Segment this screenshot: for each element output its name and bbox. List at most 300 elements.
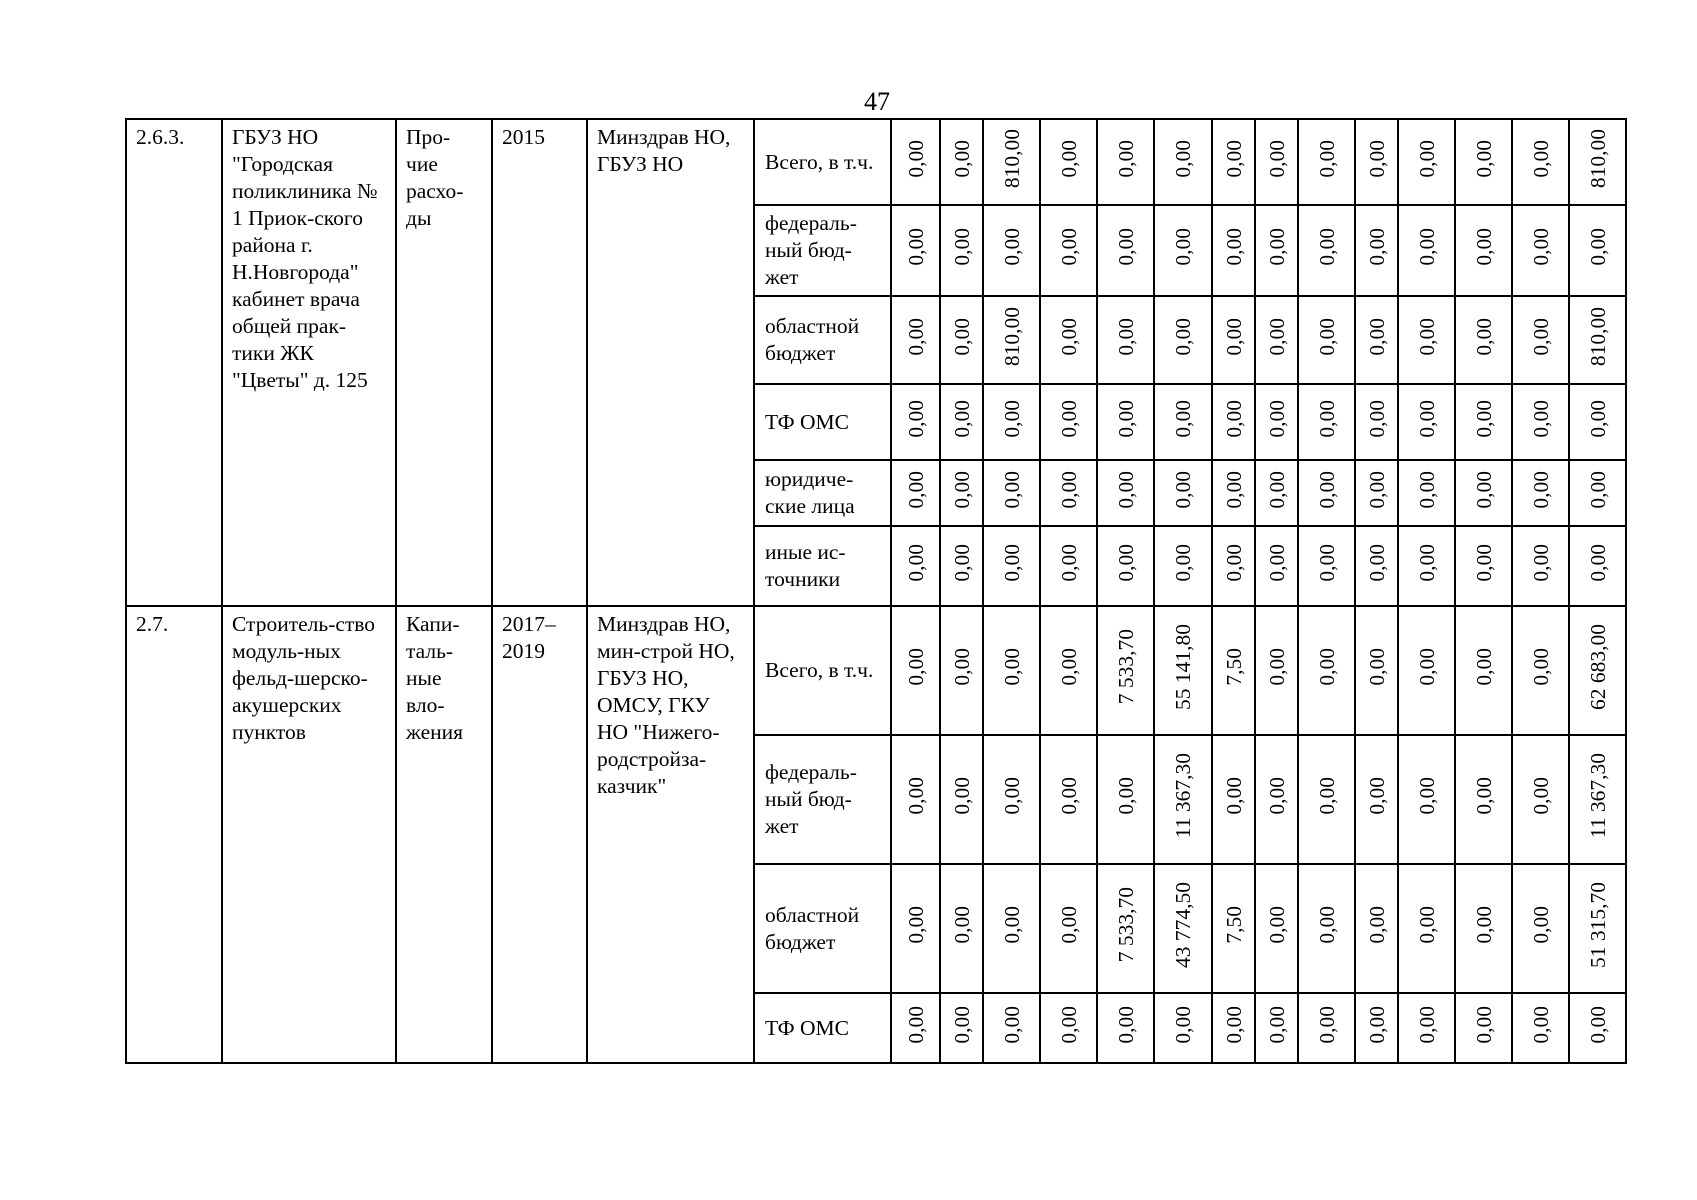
- value-cell: [1398, 460, 1455, 526]
- value-cell: [1154, 460, 1212, 526]
- value-cell: [983, 526, 1040, 606]
- value-text: 0,00: [999, 228, 1024, 266]
- value-cell: [983, 296, 1040, 384]
- value-text: 0,00: [1528, 317, 1553, 356]
- value-cell: [1040, 296, 1097, 384]
- value-cell: [1298, 384, 1355, 460]
- value-cell: [983, 384, 1040, 460]
- value-text: 43 774,50: [1171, 882, 1195, 968]
- value-text: 0,00: [1314, 228, 1339, 266]
- value-cell: [891, 606, 940, 735]
- value-text: 0,00: [1264, 1005, 1289, 1044]
- value-text: 0,00: [1171, 139, 1195, 178]
- value-text: 0,00: [1414, 777, 1439, 815]
- value-cell: [1255, 993, 1298, 1063]
- value-text: 0,00: [1113, 228, 1138, 266]
- value-text: 0,00: [1471, 470, 1496, 509]
- value-cell: [1455, 864, 1512, 993]
- item-name: Строитель-ство модуль-ных фельд-шерско-акушерских пунктов: [222, 606, 396, 1063]
- value-text: 0,00: [1414, 317, 1439, 356]
- value-cell: [1512, 526, 1569, 606]
- value-cell: [983, 606, 1040, 735]
- value-text: 0,00: [1171, 228, 1195, 266]
- funding-source: юридиче-ские лица: [754, 460, 891, 526]
- value-cell: [1569, 460, 1626, 526]
- value-text: 0,00: [999, 777, 1024, 815]
- value-cell: [1040, 384, 1097, 460]
- value-cell: [891, 205, 940, 296]
- value-text: 0,00: [1414, 1005, 1439, 1044]
- value-cell: [1398, 735, 1455, 864]
- value-cell: [1512, 993, 1569, 1063]
- funding-source: областной бюджет: [754, 864, 891, 993]
- value-cell: [1097, 606, 1154, 735]
- value-text: 0,00: [903, 228, 928, 266]
- value-text: 0,00: [1528, 648, 1553, 686]
- value-text: 0,00: [1171, 317, 1195, 356]
- value-cell: [1212, 864, 1255, 993]
- funding-source: Всего, в т.ч.: [754, 119, 891, 205]
- table-row: [126, 119, 1626, 205]
- value-text: 0,00: [1221, 470, 1246, 509]
- value-cell: [1097, 460, 1154, 526]
- value-cell: [1455, 119, 1512, 205]
- value-text: 0,00: [1471, 1005, 1496, 1044]
- value-cell: [940, 384, 983, 460]
- value-cell: [1355, 384, 1398, 460]
- value-text: 0,00: [949, 1005, 974, 1044]
- funding-source: ТФ ОМС: [754, 384, 891, 460]
- value-cell: [1512, 384, 1569, 460]
- value-text: 0,00: [1221, 399, 1246, 438]
- value-text: 0,00: [999, 543, 1024, 582]
- value-cell: [1512, 296, 1569, 384]
- value-text: 0,00: [1471, 777, 1496, 815]
- funding-source: Всего, в т.ч.: [754, 606, 891, 735]
- expense-type: Капи-таль-ные вло-жения: [396, 606, 492, 1063]
- value-text: 0,00: [1113, 399, 1138, 438]
- value-cell: [1512, 205, 1569, 296]
- value-cell: [1298, 296, 1355, 384]
- value-cell: [1212, 205, 1255, 296]
- value-text: 0,00: [949, 470, 974, 509]
- value-cell: [983, 205, 1040, 296]
- value-text: 0,00: [949, 139, 974, 178]
- value-text: 0,00: [1056, 228, 1081, 266]
- value-text: 0,00: [1171, 543, 1195, 582]
- value-text: 0,00: [1264, 777, 1289, 815]
- value-cell: [1455, 993, 1512, 1063]
- value-cell: [1154, 735, 1212, 864]
- value-text: 0,00: [1585, 1005, 1610, 1044]
- value-text: 0,00: [1471, 543, 1496, 582]
- value-text: 0,00: [1364, 777, 1389, 815]
- value-text: 0,00: [1056, 470, 1081, 509]
- value-text: 0,00: [1364, 543, 1389, 582]
- value-cell: [1255, 864, 1298, 993]
- value-cell: [1569, 205, 1626, 296]
- funding-source: федераль-ный бюд-жет: [754, 205, 891, 296]
- value-text: 0,00: [1113, 470, 1138, 509]
- value-text: 7 533,70: [1113, 629, 1138, 705]
- value-cell: [1398, 205, 1455, 296]
- value-cell: [1569, 296, 1626, 384]
- value-text: 0,00: [1364, 399, 1389, 438]
- value-text: 0,00: [1471, 648, 1496, 686]
- value-cell: [1355, 606, 1398, 735]
- value-text: 0,00: [1221, 1005, 1246, 1044]
- funding-source: ТФ ОМС: [754, 993, 891, 1063]
- budget-table: [125, 118, 1627, 1064]
- value-text: 0,00: [1585, 228, 1610, 266]
- value-text: 0,00: [1471, 399, 1496, 438]
- value-text: 62 683,00: [1585, 624, 1610, 710]
- value-text: 0,00: [1171, 1005, 1195, 1044]
- value-cell: [940, 735, 983, 864]
- value-text: 0,00: [1471, 317, 1496, 356]
- value-text: 0,00: [1314, 470, 1339, 509]
- value-cell: [1355, 864, 1398, 993]
- implementation-period: 2015: [492, 119, 587, 606]
- value-text: 0,00: [1314, 648, 1339, 686]
- value-text: 0,00: [1264, 228, 1289, 266]
- value-text: 0,00: [1113, 139, 1138, 178]
- value-text: 0,00: [999, 470, 1024, 509]
- value-cell: [1398, 296, 1455, 384]
- value-cell: [940, 460, 983, 526]
- value-cell: [1040, 606, 1097, 735]
- item-name: ГБУЗ НО "Городская поликлиника № 1 Приок-ского района г. Н.Новгорода" кабинет врача общей прак-тики ЖК "Цветы" д. 125: [222, 119, 396, 606]
- value-text: 0,00: [949, 399, 974, 438]
- value-cell: [983, 993, 1040, 1063]
- value-text: 0,00: [1221, 228, 1246, 266]
- value-text: 0,00: [949, 228, 974, 266]
- item-number: 2.7.: [126, 606, 222, 1063]
- value-cell: [1355, 993, 1398, 1063]
- value-cell: [1455, 606, 1512, 735]
- value-cell: [1355, 460, 1398, 526]
- value-text: 0,00: [1585, 543, 1610, 582]
- value-cell: [1212, 735, 1255, 864]
- value-text: 0,00: [1221, 543, 1246, 582]
- value-cell: [1569, 606, 1626, 735]
- value-cell: [1569, 735, 1626, 864]
- value-cell: [1298, 864, 1355, 993]
- value-cell: [1097, 296, 1154, 384]
- value-cell: [1040, 526, 1097, 606]
- value-text: 0,00: [903, 648, 928, 686]
- value-cell: [1569, 993, 1626, 1063]
- value-text: 0,00: [1585, 399, 1610, 438]
- value-text: 7 533,70: [1113, 887, 1138, 963]
- value-text: 0,00: [1314, 139, 1339, 178]
- value-text: 0,00: [1528, 228, 1553, 266]
- value-text: 0,00: [1414, 399, 1439, 438]
- value-text: 0,00: [1056, 648, 1081, 686]
- value-cell: [1398, 384, 1455, 460]
- value-text: 0,00: [1471, 228, 1496, 266]
- value-cell: [1040, 735, 1097, 864]
- value-text: 0,00: [1414, 543, 1439, 582]
- value-text: 0,00: [1056, 543, 1081, 582]
- implementation-period: 2017–2019: [492, 606, 587, 1063]
- value-cell: [1569, 384, 1626, 460]
- value-text: 810,00: [999, 306, 1024, 367]
- item-number: 2.6.3.: [126, 119, 222, 606]
- value-text: 0,00: [903, 399, 928, 438]
- value-cell: [940, 205, 983, 296]
- value-text: 0,00: [999, 1005, 1024, 1044]
- value-text: 7,50: [1221, 648, 1246, 686]
- value-cell: [1040, 205, 1097, 296]
- value-text: 810,00: [999, 128, 1024, 189]
- value-text: 7,50: [1221, 906, 1246, 944]
- value-cell: [1512, 864, 1569, 993]
- value-cell: [1355, 526, 1398, 606]
- value-cell: [1212, 606, 1255, 735]
- value-text: 0,00: [1414, 139, 1439, 178]
- value-cell: [1097, 119, 1154, 205]
- value-text: 0,00: [1314, 317, 1339, 356]
- value-text: 0,00: [1364, 648, 1389, 686]
- funding-source: федераль-ный бюд-жет: [754, 735, 891, 864]
- value-cell: [1455, 296, 1512, 384]
- value-cell: [1569, 864, 1626, 993]
- value-text: 810,00: [1585, 306, 1610, 367]
- value-text: 0,00: [1528, 470, 1553, 509]
- value-text: 0,00: [903, 317, 928, 356]
- value-text: 0,00: [1113, 1005, 1138, 1044]
- value-text: 0,00: [1414, 228, 1439, 266]
- value-cell: [1212, 526, 1255, 606]
- value-cell: [1255, 735, 1298, 864]
- value-text: 0,00: [1264, 139, 1289, 178]
- value-text: 0,00: [1113, 543, 1138, 582]
- value-cell: [940, 119, 983, 205]
- value-cell: [983, 460, 1040, 526]
- value-text: 0,00: [999, 399, 1024, 438]
- value-text: 0,00: [1056, 777, 1081, 815]
- value-cell: [1097, 993, 1154, 1063]
- value-cell: [891, 526, 940, 606]
- value-cell: [891, 460, 940, 526]
- funding-source: иные ис-точники: [754, 526, 891, 606]
- value-text: 0,00: [1364, 470, 1389, 509]
- value-text: 11 367,30: [1585, 753, 1610, 839]
- value-text: 0,00: [1056, 906, 1081, 944]
- value-text: 0,00: [1528, 139, 1553, 178]
- value-cell: [891, 119, 940, 205]
- value-text: 0,00: [1056, 1005, 1081, 1044]
- value-cell: [1154, 993, 1212, 1063]
- value-text: 0,00: [1314, 906, 1339, 944]
- value-text: 0,00: [1264, 543, 1289, 582]
- value-cell: [1355, 119, 1398, 205]
- value-cell: [940, 296, 983, 384]
- value-cell: [1255, 460, 1298, 526]
- value-text: 55 141,80: [1171, 624, 1195, 710]
- value-text: 0,00: [1264, 399, 1289, 438]
- value-text: 0,00: [1585, 470, 1610, 509]
- expense-type: Про-чие расхо-ды: [396, 119, 492, 606]
- value-cell: [1355, 296, 1398, 384]
- value-cell: [1255, 526, 1298, 606]
- value-text: 0,00: [1364, 317, 1389, 356]
- value-text: 0,00: [1171, 470, 1195, 509]
- executor: Минздрав НО, ГБУЗ НО: [587, 119, 754, 606]
- value-cell: [983, 864, 1040, 993]
- value-text: 0,00: [1528, 906, 1553, 944]
- value-cell: [1298, 205, 1355, 296]
- value-cell: [1455, 735, 1512, 864]
- value-text: 0,00: [949, 777, 974, 815]
- value-cell: [1154, 296, 1212, 384]
- value-cell: [1298, 119, 1355, 205]
- value-text: 0,00: [903, 470, 928, 509]
- value-cell: [1255, 119, 1298, 205]
- value-cell: [1512, 735, 1569, 864]
- value-text: 0,00: [1264, 648, 1289, 686]
- value-cell: [1212, 993, 1255, 1063]
- value-text: 0,00: [903, 777, 928, 815]
- value-cell: [1212, 460, 1255, 526]
- value-text: 0,00: [1364, 139, 1389, 178]
- value-cell: [1512, 460, 1569, 526]
- value-cell: [1040, 119, 1097, 205]
- value-cell: [1398, 864, 1455, 993]
- value-cell: [1398, 606, 1455, 735]
- value-text: 0,00: [1528, 777, 1553, 815]
- value-cell: [1455, 205, 1512, 296]
- value-cell: [1455, 460, 1512, 526]
- value-text: 0,00: [949, 317, 974, 356]
- value-cell: [1212, 384, 1255, 460]
- value-cell: [1040, 864, 1097, 993]
- value-cell: [891, 735, 940, 864]
- value-cell: [1154, 526, 1212, 606]
- value-cell: [1255, 296, 1298, 384]
- value-text: 11 367,30: [1171, 753, 1195, 839]
- value-text: 0,00: [949, 906, 974, 944]
- value-cell: [1255, 606, 1298, 735]
- value-cell: [1455, 384, 1512, 460]
- value-text: 0,00: [949, 648, 974, 686]
- value-text: 0,00: [1113, 777, 1138, 815]
- value-cell: [891, 296, 940, 384]
- value-cell: [1512, 119, 1569, 205]
- value-text: 0,00: [1314, 1005, 1339, 1044]
- value-cell: [891, 993, 940, 1063]
- value-cell: [891, 864, 940, 993]
- value-text: 810,00: [1585, 128, 1610, 189]
- value-cell: [1455, 526, 1512, 606]
- value-text: 0,00: [1414, 906, 1439, 944]
- value-text: 0,00: [1471, 139, 1496, 178]
- value-cell: [1154, 606, 1212, 735]
- value-text: 0,00: [903, 139, 928, 178]
- value-cell: [1255, 384, 1298, 460]
- funding-source: областной бюджет: [754, 296, 891, 384]
- value-text: 0,00: [949, 543, 974, 582]
- value-text: 0,00: [1364, 1005, 1389, 1044]
- value-cell: [1398, 526, 1455, 606]
- value-text: 0,00: [1221, 777, 1246, 815]
- value-cell: [1512, 606, 1569, 735]
- value-cell: [1212, 119, 1255, 205]
- value-cell: [1298, 460, 1355, 526]
- value-text: 0,00: [1414, 470, 1439, 509]
- value-cell: [1355, 205, 1398, 296]
- value-text: 0,00: [1264, 906, 1289, 944]
- value-cell: [1398, 119, 1455, 205]
- value-cell: [940, 993, 983, 1063]
- value-text: 0,00: [1056, 317, 1081, 356]
- value-cell: [1154, 205, 1212, 296]
- value-cell: [1398, 993, 1455, 1063]
- value-text: 0,00: [1221, 317, 1246, 356]
- value-cell: [1212, 296, 1255, 384]
- value-cell: [1569, 119, 1626, 205]
- value-cell: [1097, 864, 1154, 993]
- value-cell: [983, 735, 1040, 864]
- value-cell: [983, 119, 1040, 205]
- page-number: 47: [864, 87, 890, 116]
- value-cell: [1298, 993, 1355, 1063]
- value-cell: [1097, 384, 1154, 460]
- value-cell: [1154, 119, 1212, 205]
- value-cell: [1040, 460, 1097, 526]
- value-cell: [891, 384, 940, 460]
- value-cell: [940, 526, 983, 606]
- value-text: 0,00: [903, 543, 928, 582]
- value-text: 0,00: [1528, 1005, 1553, 1044]
- value-text: 0,00: [1314, 777, 1339, 815]
- value-cell: [1154, 384, 1212, 460]
- value-text: 0,00: [1414, 648, 1439, 686]
- value-text: 0,00: [1264, 470, 1289, 509]
- value-cell: [1040, 993, 1097, 1063]
- value-text: 0,00: [903, 906, 928, 944]
- value-cell: [1097, 735, 1154, 864]
- value-text: 0,00: [999, 648, 1024, 686]
- value-text: 0,00: [1056, 399, 1081, 438]
- executor: Минздрав НО, мин-строй НО, ГБУЗ НО, ОМСУ, ГКУ НО "Нижего-родстройза-казчик": [587, 606, 754, 1063]
- value-text: 0,00: [1171, 399, 1195, 438]
- value-text: 0,00: [1113, 317, 1138, 356]
- value-text: 0,00: [1314, 543, 1339, 582]
- value-cell: [1255, 205, 1298, 296]
- value-cell: [1298, 735, 1355, 864]
- value-cell: [940, 606, 983, 735]
- table-row: [126, 606, 1626, 735]
- value-cell: [1154, 864, 1212, 993]
- value-text: 0,00: [1471, 906, 1496, 944]
- value-cell: [1355, 735, 1398, 864]
- value-cell: [1298, 606, 1355, 735]
- value-cell: [1298, 526, 1355, 606]
- value-cell: [940, 864, 983, 993]
- value-text: 51 315,70: [1585, 882, 1610, 968]
- value-text: 0,00: [1221, 139, 1246, 178]
- value-text: 0,00: [1056, 139, 1081, 178]
- value-text: 0,00: [1314, 399, 1339, 438]
- value-cell: [1569, 526, 1626, 606]
- value-text: 0,00: [1528, 543, 1553, 582]
- value-text: 0,00: [999, 906, 1024, 944]
- value-text: 0,00: [1364, 906, 1389, 944]
- value-text: 0,00: [1528, 399, 1553, 438]
- value-text: 0,00: [903, 1005, 928, 1044]
